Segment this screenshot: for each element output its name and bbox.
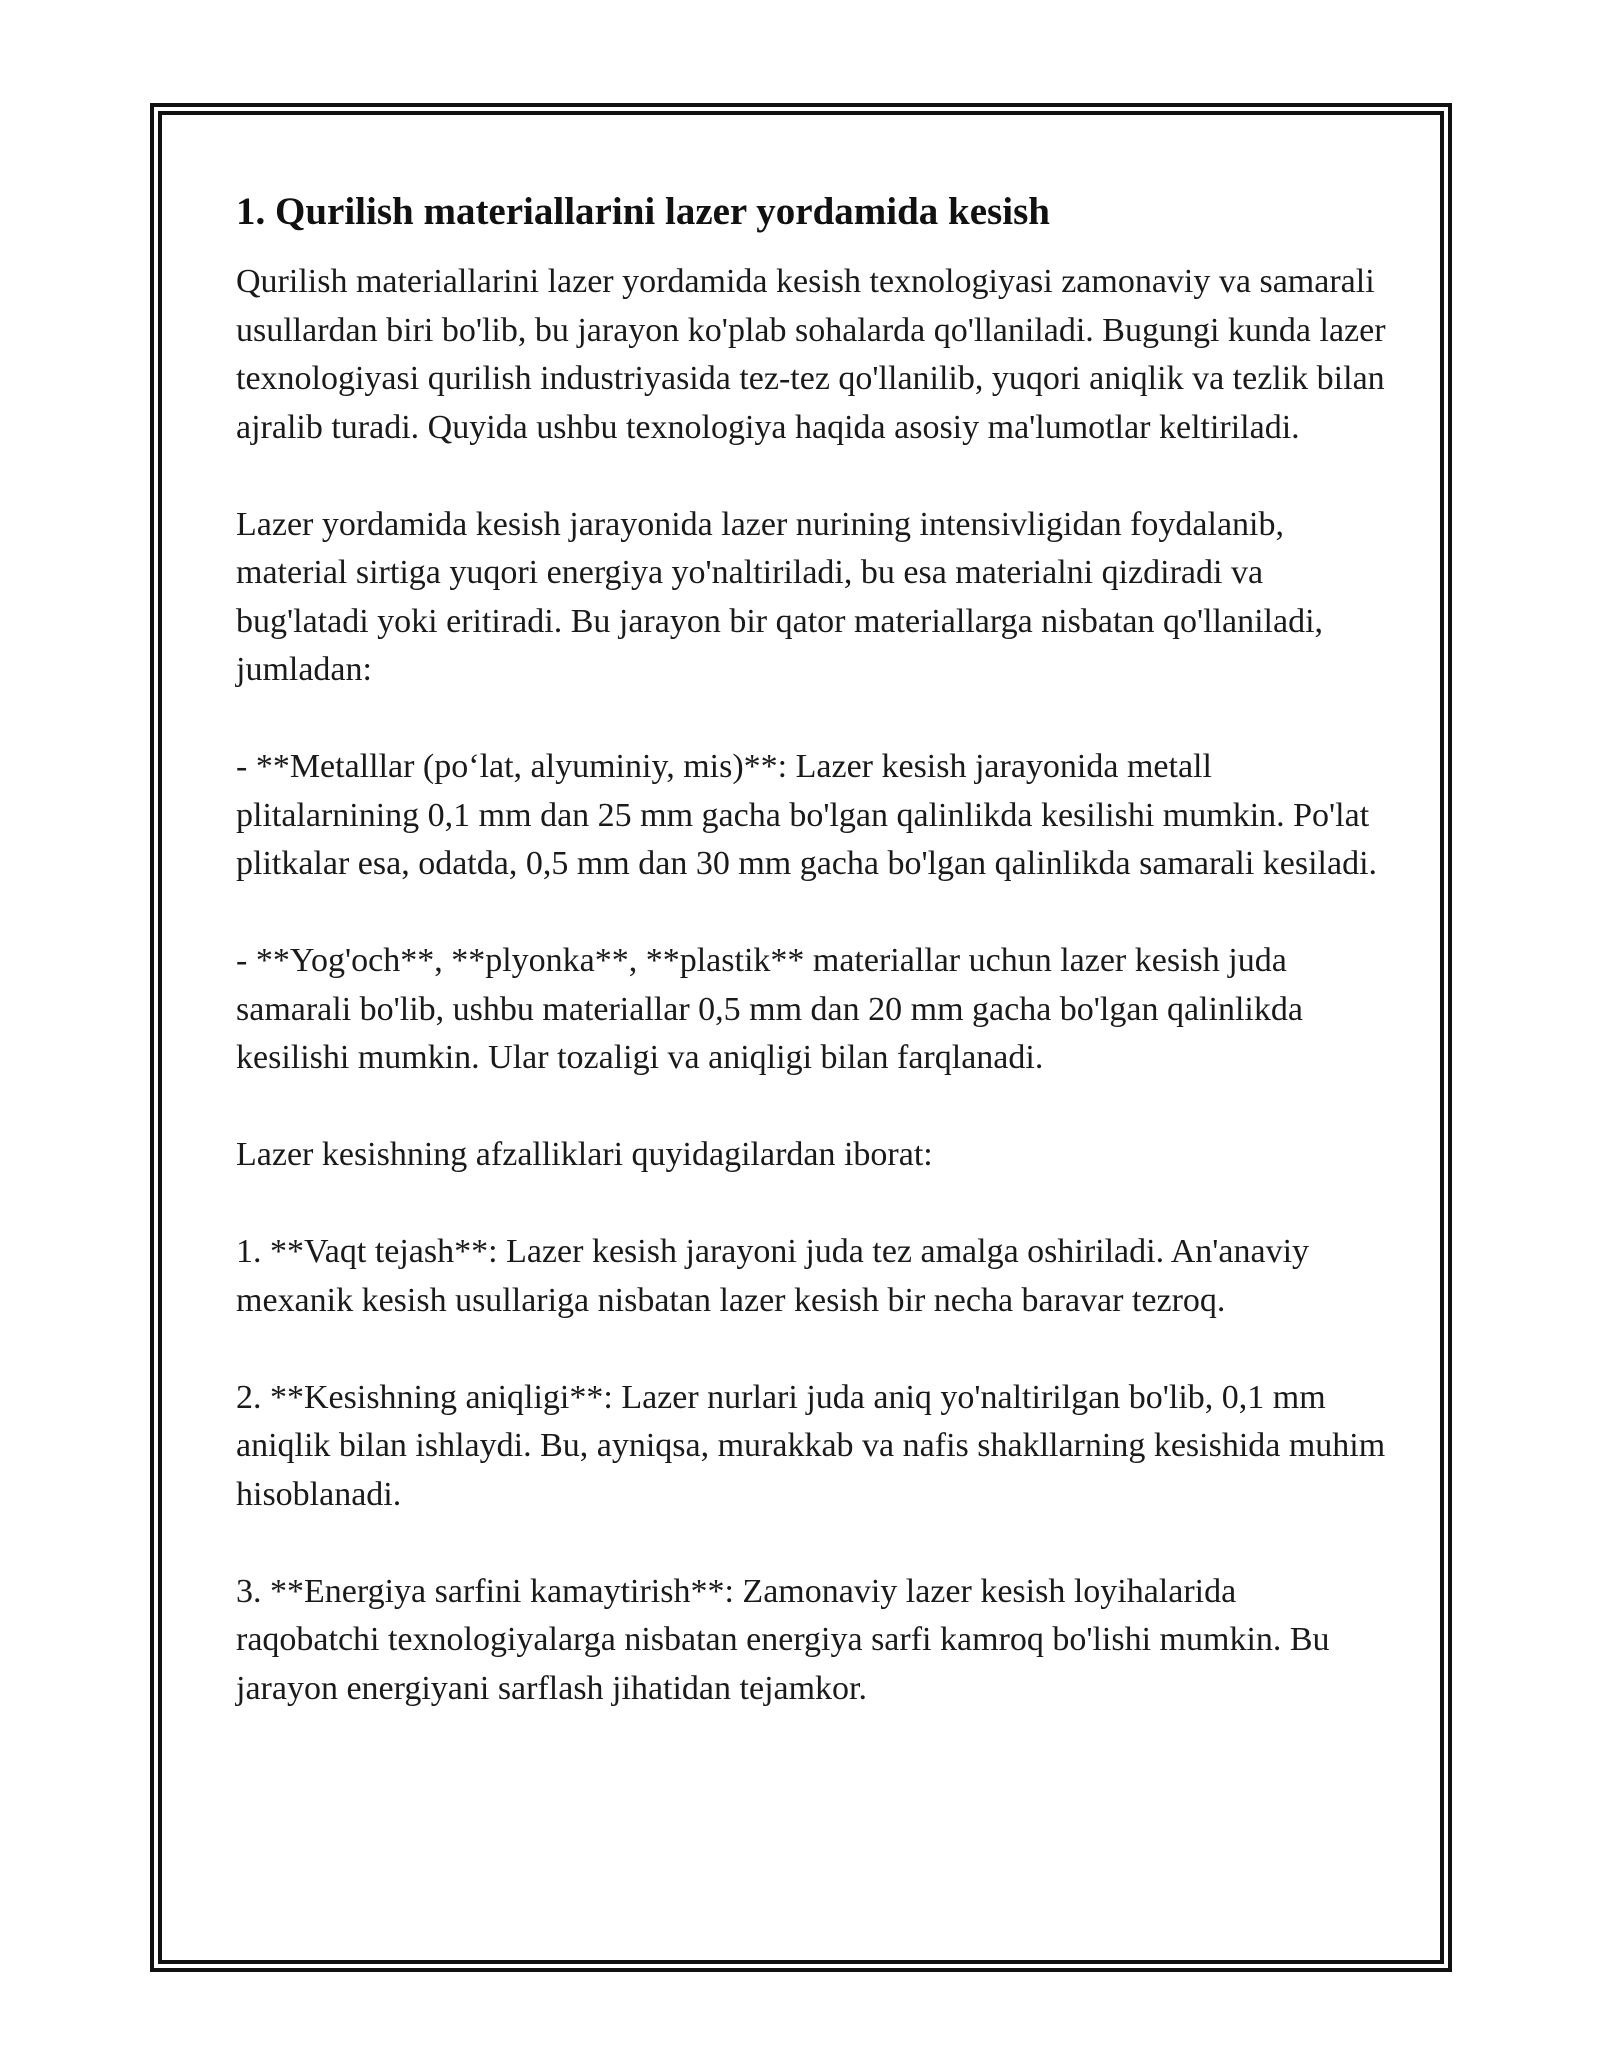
paragraph-advantages-heading: Lazer kesishning afzalliklari quyidagilardan iborat: bbox=[236, 1136, 933, 1173]
document-body bbox=[236, 186, 1386, 1713]
paragraph-advantage-precision: 2. **Kesishning aniqligi**: Lazer nurlari juda aniq yo'naltirilgan bo'lib, 0,1 mm aniqlik bilan ishlaydi. Bu, ayniqsa, murakkab va nafis shakllarning kesishida muhim hisoblanadi. bbox=[236, 1378, 1386, 1513]
paragraph-metals: - **Metalllar (po‘lat, alyuminiy, mis)**: Lazer kesish jarayonida metall plitalarnining 0,1 mm dan 25 mm gacha bo'lgan qalinlikda kesilishi mumkin. Po'lat plitkalar esa, odatda, 0,5 mm dan 30 mm gacha bo'lgan qalinlikda samarali kesiladi. bbox=[236, 748, 1378, 882]
paragraph-process: Lazer yordamida kesish jarayonida lazer nurining intensivligidan foydalanib, material sirtiga yuqori energiya yo'naltiriladi, bu esa materialni qizdiradi va bug'latadi yoki eritiradi. Bu jarayon bir qator materiallarga nisbatan qo'llaniladi, jumladan: bbox=[236, 505, 1324, 688]
paragraph-intro: Qurilish materiallarini lazer yordamida kesish texnologiyasi zamonaviy va samarali usullardan biri bo'lib, bu jarayon ko'plab sohalarda qo'llaniladi. Bugungi kunda lazer texnologiyasi qurilish industriyasida tez-tez qo'llanilib, yuqori aniqlik va tezlik bilan ajralib turadi. Quyida ushbu texnologiya haqida asosiy ma'lumotlar keltiriladi. bbox=[236, 263, 1386, 446]
paragraph-advantage-energy: 3. **Energiya sarfini kamaytirish**: Zamonaviy lazer kesish loyihalarida raqobatchi texnologiyalarga nisbatan energiya sarfi kamroq bo'lishi mumkin. Bu jarayon energiyani sarflash jihatidan tejamkor. bbox=[236, 1572, 1330, 1707]
paragraph-wood-plastic: - **Yog'och**, **plyonka**, **plastik** materiallar uchun lazer kesish juda samarali bo'lib, ushbu materiallar 0,5 mm dan 20 mm gacha bo'lgan qalinlikda kesilishi mumkin. Ular tozaligi va aniqligi bilan farqlanadi. bbox=[236, 942, 1303, 1076]
document-title: 1. Qurilish materiallarini lazer yordamida kesish bbox=[236, 190, 1050, 233]
paragraph-advantage-time: 1. **Vaqt tejash**: Lazer kesish jarayoni juda tez amalga oshiriladi. An'anaviy mexanik kesish usullariga nisbatan lazer kesish bir necha baravar tezroq. bbox=[236, 1233, 1310, 1319]
